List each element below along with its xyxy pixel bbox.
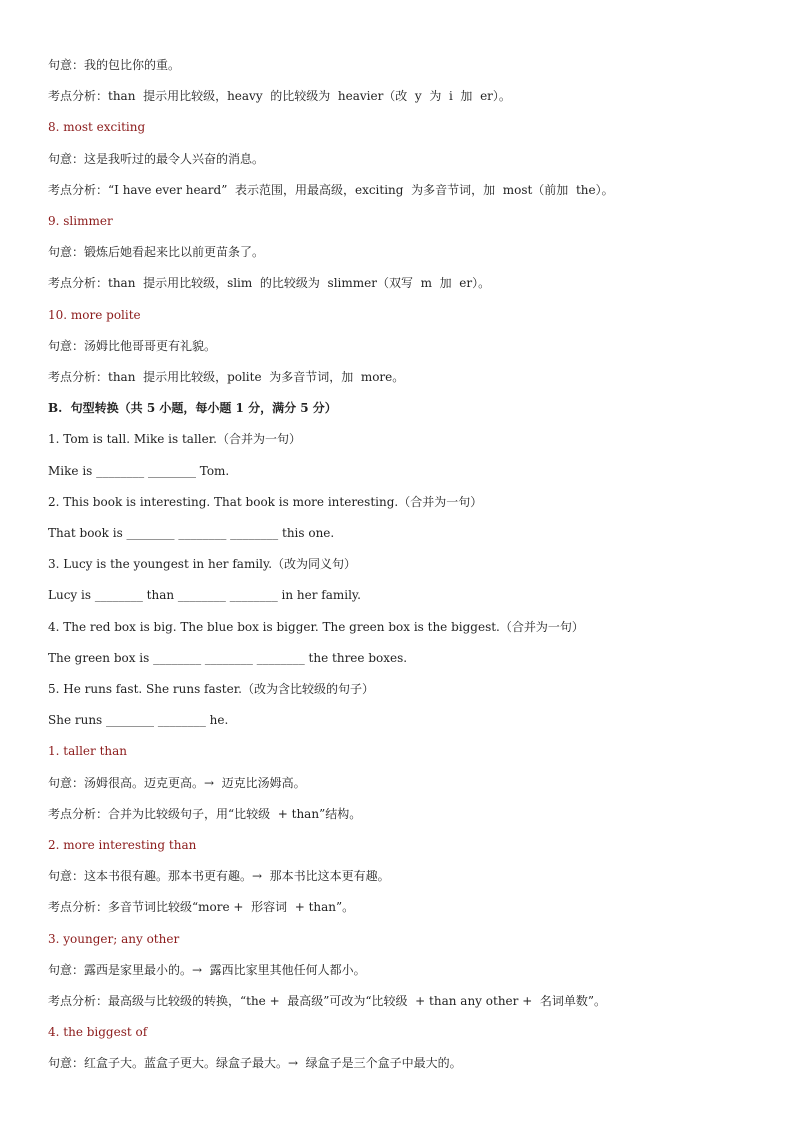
sentence-meaning-line: 句意：我的包比你的重。 (48, 58, 181, 72)
analysis-line: 考点分析：than 提示用比较级，heavy 的比较级为 heavier（改 y 为 i 加 er）。 (48, 89, 511, 104)
question-line: 5. He runs fast. She runs faster.（改为含比较级的句子） (48, 682, 374, 696)
answer-line: 9. slimmer (48, 214, 113, 228)
answer-line: 1. taller than (48, 744, 128, 759)
analysis-line: 考点分析：than 提示用比较级，polite 为多音节词，加 more。 (48, 370, 405, 384)
answer-line: 8. most exciting (48, 120, 146, 135)
fill-blank-line: Lucy is ________ than ________ ________ in her family. (48, 588, 361, 603)
question-line: 4. The red box is big. The blue box is bigger. The green box is the biggest.（合并为一句） (48, 619, 584, 634)
sentence-meaning-line: 句意：这本书很有趣。那本书更有趣。→ 那本书比这本更有趣。 (48, 869, 390, 884)
analysis-line: 考点分析：多音节词比较级“more + 形容词 + than”。 (48, 900, 355, 915)
sentence-meaning-line: 句意：红盒子大。蓝盒子更大。绿盒子最大。→ 绿盒子是三个盒子中最大的。 (48, 1056, 462, 1071)
question-line: 1. Tom is tall. Mike is taller.（合并为一句） (48, 432, 301, 447)
analysis-line: 考点分析：合并为比较级句子，用“比较级 + than”结构。 (48, 806, 362, 821)
fill-blank-line: That book is ________ ________ ________ this one. (48, 526, 335, 540)
question-line: 2. This book is interesting. That book is more interesting.（合并为一句） (48, 494, 483, 509)
answer-line: 2. more interesting than (48, 838, 197, 852)
analysis-line: 考点分析：“I have ever heard” 表示范围，用最高级，exciting 为多音节词，加 most（前加 the）。 (48, 182, 614, 197)
analysis-line: 考点分析：最高级与比较级的转换，“the + 最高级”可改为“比较级 + than any other + 名词单数”。 (48, 994, 607, 1008)
question-line: 3. Lucy is the youngest in her family.（改为同义句） (48, 557, 357, 572)
sentence-meaning-line: 句意：这是我听过的最令人兴奋的消息。 (48, 151, 265, 166)
sentence-meaning-line: 句意：露西是家里最小的。→ 露西比家里其他任何人都小。 (48, 962, 366, 977)
answer-line: 3. younger; any other (48, 931, 180, 946)
fill-blank-line: Mike is ________ ________ Tom. (48, 463, 230, 478)
section-heading: B. 句型转换（共 5 小题，每小题 1 分，满分 5 分） (48, 401, 337, 416)
answer-line: 4. the biggest of (48, 1025, 148, 1040)
sentence-meaning-line: 句意：汤姆比他哥哥更有礼貌。 (48, 338, 217, 353)
sentence-meaning-line: 句意：汤姆很高。迈克更高。→ 迈克比汤姆高。 (48, 775, 306, 790)
answer-line: 10. more polite (48, 307, 141, 322)
fill-blank-line: She runs ________ ________ he. (48, 713, 229, 728)
analysis-line: 考点分析：than 提示用比较级，slim 的比较级为 slimmer（双写 m 加 er）。 (48, 276, 491, 291)
sentence-meaning-line: 句意：锻炼后她看起来比以前更苗条了。 (48, 245, 265, 260)
fill-blank-line: The green box is ________ ________ ________ the three boxes. (48, 650, 408, 665)
